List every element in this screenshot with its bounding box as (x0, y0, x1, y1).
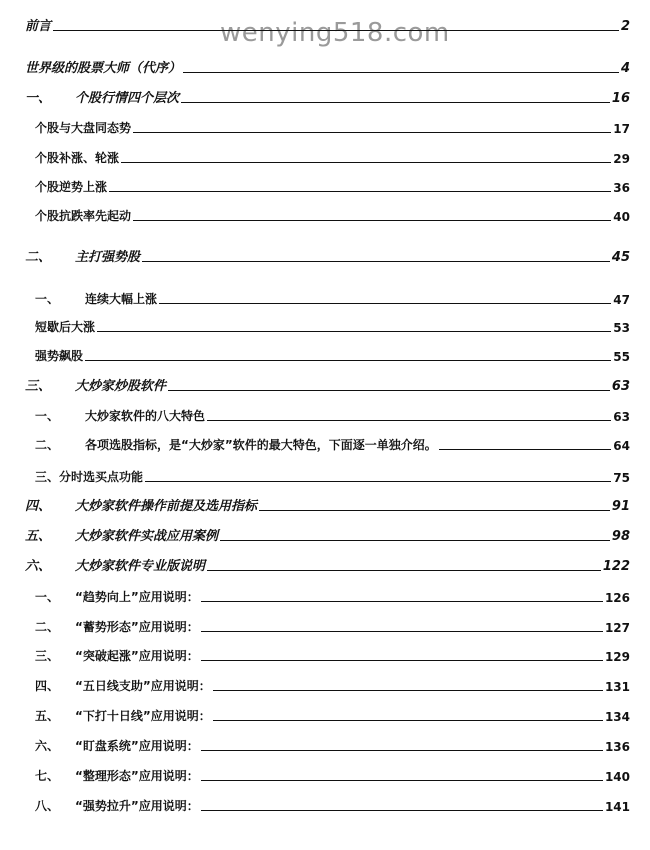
toc-entry-title: 大炒家软件实战应用案例 (75, 529, 219, 544)
toc-entry[interactable] (25, 86, 630, 106)
toc-leader-line (213, 689, 603, 691)
toc-page-number: 63 (611, 379, 630, 394)
toc-leader-line (201, 809, 603, 811)
toc-entry-number: 一、 (35, 409, 60, 423)
toc-entry-number: 四、 (35, 679, 60, 693)
toc-entry-number: 二、 (35, 620, 60, 634)
toc-page-number: 47 (613, 293, 630, 307)
toc-entry-number: 七、 (35, 769, 60, 783)
toc-entry-title: “下打十日线”应用说明： (75, 709, 211, 723)
toc-entry[interactable] (25, 374, 630, 394)
toc-entry-number: 六、 (35, 739, 60, 753)
toc-entry-title: “突破起涨”应用说明： (75, 649, 199, 663)
toc-entry[interactable] (25, 524, 630, 544)
toc-page-number: 55 (613, 350, 630, 364)
toc-entry[interactable] (35, 615, 630, 635)
toc-entry[interactable] (35, 585, 630, 605)
toc-entry-number: 五、 (35, 709, 60, 723)
toc-leader-line (259, 509, 610, 511)
toc-entry[interactable] (25, 494, 630, 514)
toc-entry-number: 八、 (35, 799, 60, 813)
toc-leader-line (181, 101, 610, 103)
toc-entry-title: 个股抗跌率先起动 (35, 209, 132, 223)
toc-entry-number: 五、 (25, 529, 52, 544)
toc-page-number: 129 (604, 650, 630, 664)
toc-entry-number: 四、 (25, 499, 52, 514)
toc-entry-number: 一、 (25, 91, 52, 106)
toc-leader-line (142, 260, 610, 262)
toc-entry[interactable] (35, 734, 630, 754)
toc-entry-number: 二、 (35, 438, 60, 452)
toc-entry-title: 大炒家软件专业版说明 (75, 559, 206, 574)
toc-leader-line (439, 448, 612, 450)
toc-entry[interactable] (35, 465, 630, 485)
toc-entry[interactable] (35, 315, 630, 335)
toc-entry[interactable] (35, 287, 630, 307)
toc-entry-number: 一、 (35, 590, 60, 604)
toc-leader-line (159, 302, 611, 304)
toc-entry-number: 二、 (25, 250, 52, 265)
toc-page-number: 45 (611, 250, 630, 265)
toc-page-number: 17 (613, 122, 630, 136)
toc-page-number: 134 (604, 710, 630, 724)
toc-entry[interactable] (25, 245, 630, 265)
toc-entry-title: 连续大幅上涨 (85, 292, 158, 306)
toc-entry[interactable] (35, 116, 630, 136)
toc-leader-line (145, 480, 611, 482)
toc-entry[interactable] (35, 404, 630, 424)
toc-entry-title: 短歇后大涨 (35, 320, 96, 334)
toc-entry-title: 个股逆势上涨 (35, 180, 108, 194)
toc-page-number: 40 (613, 210, 630, 224)
toc-leader-line (207, 569, 601, 571)
toc-entry-title: “趋势向上”应用说明： (75, 590, 199, 604)
toc-entry[interactable] (25, 14, 630, 34)
toc-entry[interactable] (35, 175, 630, 195)
toc-entry-title: 大炒家软件的八大特色 (85, 409, 206, 423)
toc-entry-title: 强势飙股 (35, 349, 84, 363)
toc-page-number: 63 (613, 410, 630, 424)
toc-leader-line (133, 131, 611, 133)
toc-entry[interactable] (35, 344, 630, 364)
toc-page-number: 36 (613, 181, 630, 195)
toc-leader-line (121, 161, 611, 163)
toc-entry-title: 个股与大盘同态势 (35, 121, 132, 135)
toc-page-number: 16 (611, 91, 630, 106)
toc-page-number: 2 (620, 19, 630, 34)
toc-page-number: 4 (620, 61, 630, 76)
toc-page-number: 91 (611, 499, 630, 514)
toc-page-number: 140 (604, 770, 630, 784)
toc-entry[interactable] (25, 554, 630, 574)
toc-entry[interactable] (35, 704, 630, 724)
toc-entry-title: “盯盘系统”应用说明： (75, 739, 199, 753)
toc-page-number: 126 (604, 591, 630, 605)
toc-entry-number: 一、 (35, 292, 60, 306)
toc-leader-line (201, 600, 603, 602)
watermark: wenying518.com (220, 18, 450, 48)
toc-entry[interactable] (25, 56, 630, 76)
toc-entry[interactable] (35, 764, 630, 784)
toc-entry[interactable] (35, 146, 630, 166)
toc-leader-line (220, 539, 610, 541)
toc-entry-number: 六、 (25, 559, 52, 574)
toc-page-number: 75 (613, 471, 630, 485)
toc-entry[interactable] (35, 644, 630, 664)
toc-entry[interactable] (35, 204, 630, 224)
toc-entry-title: “五日线支助”应用说明： (75, 679, 211, 693)
toc-leader-line (201, 779, 603, 781)
toc-leader-line (213, 719, 603, 721)
toc-entry-title: “整理形态”应用说明： (75, 769, 199, 783)
toc-entry-title: 前言 (25, 19, 52, 34)
toc-entry-title: 三、分时选买点功能 (35, 470, 144, 484)
toc-leader-line (168, 389, 610, 391)
toc-entry[interactable] (35, 794, 630, 814)
toc-entry-title: 个股行情四个层次 (75, 91, 180, 106)
toc-page-number: 29 (613, 152, 630, 166)
toc-entry-title: 个股补涨、轮涨 (35, 151, 120, 165)
toc-leader-line (207, 419, 611, 421)
toc-entry-title: “强势拉升”应用说明： (75, 799, 199, 813)
toc-leader-line (201, 659, 603, 661)
toc-page-number: 141 (604, 800, 630, 814)
toc-page-number: 64 (613, 439, 630, 453)
toc-page-number: 131 (604, 680, 630, 694)
toc-page-number: 127 (604, 621, 630, 635)
toc-leader-line (201, 749, 603, 751)
toc-entry-title: 主打强势股 (75, 250, 141, 265)
toc-entry-title: “蓄势形态”应用说明： (75, 620, 199, 634)
toc-entry[interactable] (35, 674, 630, 694)
toc-entry-number: 三、 (35, 649, 60, 663)
toc-leader-line (85, 359, 611, 361)
toc-leader-line (53, 29, 619, 31)
toc-page-number: 136 (604, 740, 630, 754)
toc-entry-title: 大炒家炒股软件 (75, 379, 167, 394)
toc-leader-line (133, 219, 611, 221)
toc-entry[interactable] (35, 433, 630, 453)
toc-leader-line (97, 330, 611, 332)
toc-entry-number: 三、 (25, 379, 52, 394)
toc-leader-line (183, 71, 619, 73)
toc-leader-line (201, 630, 603, 632)
toc-entry-title: 大炒家软件操作前提及选用指标 (75, 499, 258, 514)
toc-page-number: 98 (611, 529, 630, 544)
toc-page-number: 53 (613, 321, 630, 335)
toc-leader-line (109, 190, 611, 192)
toc-entry-title: 各项选股指标，是“大炒家”软件的最大特色，下面逐一单独介绍。 (85, 438, 437, 452)
toc-page-number: 122 (602, 559, 630, 574)
toc-entry-title: 世界级的股票大师（代序） (25, 61, 182, 76)
